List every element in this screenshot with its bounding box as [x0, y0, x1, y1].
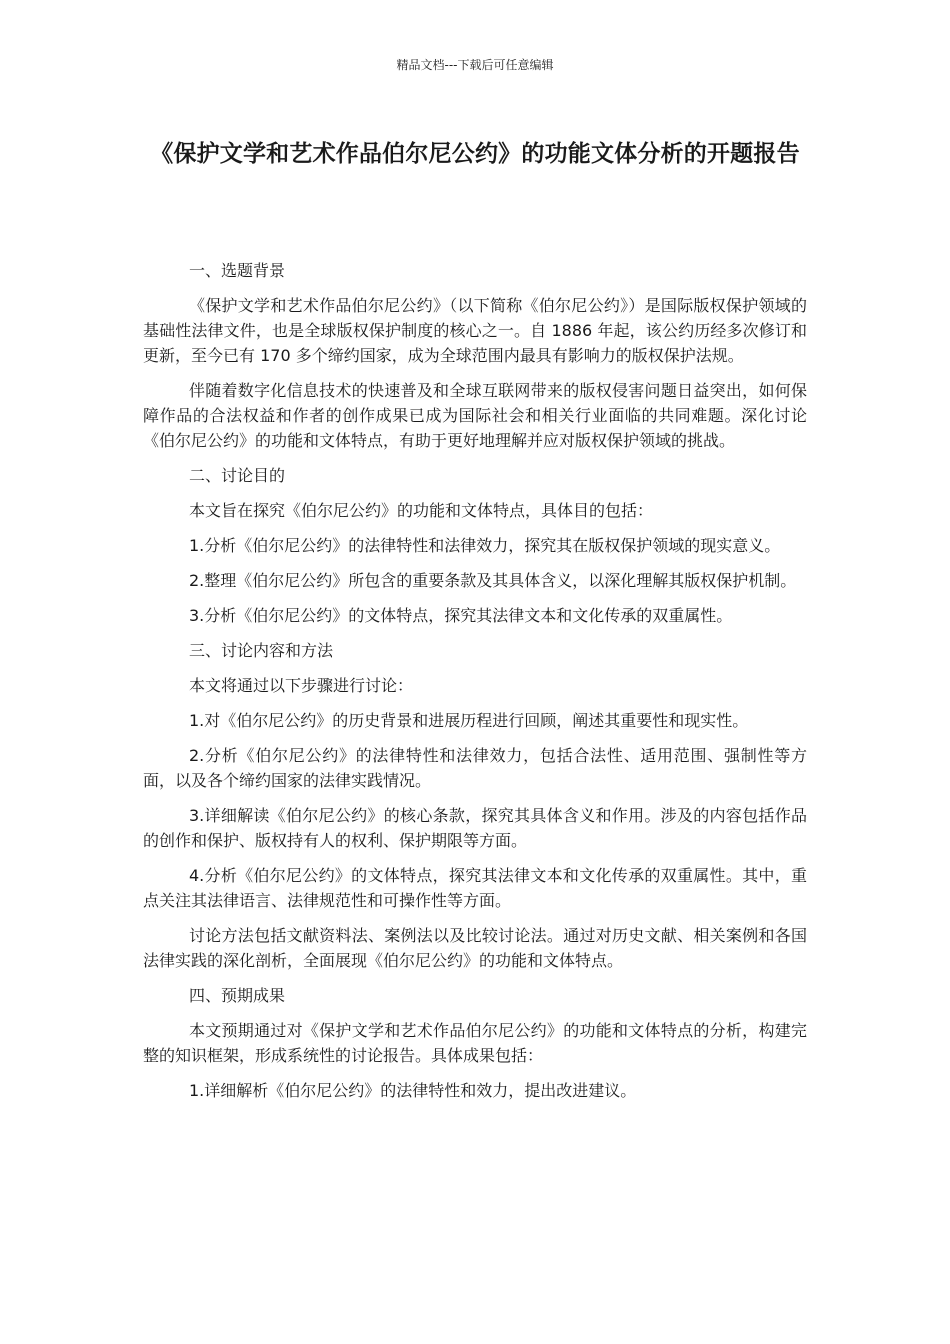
document-body [143, 258, 807, 1113]
list-item-step-4: 4.分析《伯尔尼公约》的文体特点，探究其法律文本和文化传承的双重属性。其中，重点关注其法律语言、法律规范性和可操作性等方面。 [143, 866, 807, 910]
paragraph-methods: 讨论方法包括文献资料法、案例法以及比较讨论法。通过对历史文献、相关案例和各国法律实践的深化剖析，全面展现《伯尔尼公约》的功能和文体特点。 [143, 926, 807, 970]
paragraph-purpose-intro: 本文旨在探究《伯尔尼公约》的功能和文体特点，具体目的包括： [189, 501, 654, 520]
paragraph-results-intro: 本文预期通过对《保护文学和艺术作品伯尔尼公约》的功能和文体特点的分析，构建完整的知识框架，形成系统性的讨论报告。具体成果包括： [143, 1021, 807, 1065]
list-item-purpose-1: 1.分析《伯尔尼公约》的法律特性和法律效力，探究其在版权保护领域的现实意义。 [189, 536, 781, 555]
section-heading-purpose: 二、讨论目的 [189, 466, 286, 485]
list-item-purpose-2: 2.整理《伯尔尼公约》所包含的重要条款及其具体含义，以深化理解其版权保护机制。 [189, 571, 797, 590]
list-item-result-1: 1.详细解析《伯尔尼公约》的法律特性和效力，提出改进建议。 [189, 1081, 637, 1100]
section-heading-content-method: 三、讨论内容和方法 [189, 641, 334, 660]
paragraph-background-2: 伴随着数字化信息技术的快速普及和全球互联网带来的版权侵害问题日益突出，如何保障作品的合法权益和作者的创作成果已成为国际社会和相关行业面临的共同难题。深化讨论《伯尔尼公约》的功能和文体特点，有助于更好地理解并应对版权保护领域的挑战。 [143, 381, 807, 450]
list-item-step-2: 2.分析《伯尔尼公约》的法律特性和法律效力，包括合法性、适用范围、强制性等方面，以及各个缔约国家的法律实践情况。 [143, 746, 807, 790]
list-item-step-1: 1.对《伯尔尼公约》的历史背景和进展历程进行回顾，阐述其重要性和现实性。 [189, 711, 749, 730]
list-item-purpose-3: 3.分析《伯尔尼公约》的文体特点，探究其法律文本和文化传承的双重属性。 [189, 606, 733, 625]
document-title: 《保护文学和艺术作品伯尔尼公约》的功能文体分析的开题报告 [150, 141, 800, 167]
section-heading-expected-results: 四、预期成果 [189, 986, 286, 1005]
paragraph-steps-intro: 本文将通过以下步骤进行讨论： [189, 676, 414, 695]
section-heading-background: 一、选题背景 [189, 261, 286, 280]
page-header-note: 精品文档---下载后可任意编辑 [396, 58, 554, 72]
list-item-step-3: 3.详细解读《伯尔尼公约》的核心条款，探究其具体含义和作用。涉及的内容包括作品的创作和保护、版权持有人的权利、保护期限等方面。 [143, 806, 807, 850]
paragraph-background-1: 《保护文学和艺术作品伯尔尼公约》（以下简称《伯尔尼公约》）是国际版权保护领域的基础性法律文件，也是全球版权保护制度的核心之一。自 1886 年起，该公约历经多次修订和更新，至今已有 170 多个缔约国家，成为全球范围内最具有影响力的版权保护法规。 [143, 296, 807, 365]
